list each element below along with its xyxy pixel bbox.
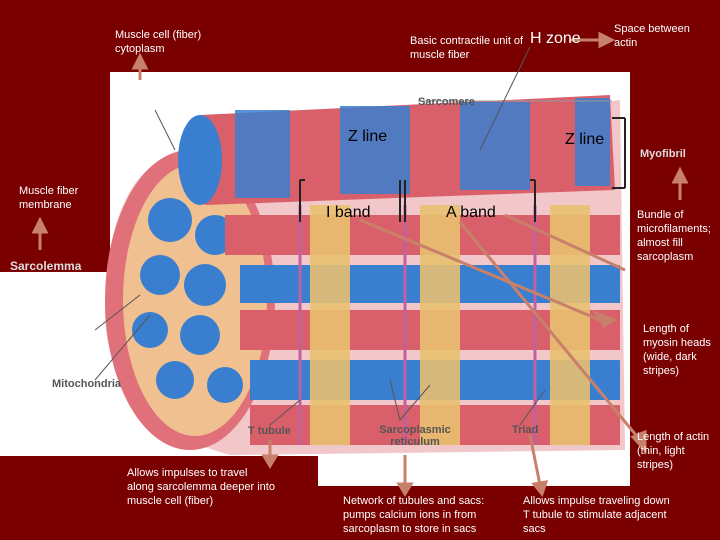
label-basic-contractile-unit: Basic contractile unit of muscle fiber <box>410 35 524 61</box>
label-allows-impulse-traveling: Allows impulse traveling down T tubule to stimulate adjacent sacs <box>523 495 670 535</box>
myofibril-cylinder <box>178 95 615 205</box>
label-h-zone: H zone <box>530 30 581 47</box>
label-z-line-right: Z line <box>565 131 605 148</box>
label-length-of-myosin-heads: Length of myosin heads (wide, dark stripes) <box>643 323 711 377</box>
label-z-line-left: Z line <box>348 128 388 145</box>
label-sarcomere: Sarcomere <box>418 96 475 108</box>
label-a-band: A band <box>446 204 496 221</box>
label-sarcoplasm: Sarcoplasm <box>113 88 187 104</box>
label-i-band: I band <box>326 204 371 221</box>
label-muscle-cell-cytoplasm: Muscle cell (fiber) cytoplasm <box>115 29 202 55</box>
label-mitochondria: Mitochondria <box>52 378 122 390</box>
label-space-between-actin: Space between actin <box>614 23 690 49</box>
label-sarcolemma: Sarcolemma <box>10 259 82 273</box>
label-triad: Triad <box>512 424 539 436</box>
label-bundle-of-microfilaments: Bundle of microfilaments; almost fill sarcoplasm <box>637 209 711 263</box>
label-length-of-actin: Length of actin (thin, light stripes) <box>637 431 710 471</box>
label-sarcoplasmic-reticulum: Sarcoplasmic reticulum <box>379 424 451 448</box>
label-network-of-tubules: Network of tubules and sacs: pumps calcium ions in from sarcoplasm to store in sacs <box>343 495 485 535</box>
label-myofibril: Myofibril <box>640 148 686 160</box>
label-muscle-fiber-membrane: Muscle fiber membrane <box>19 185 79 211</box>
label-t-tubule: T tubule <box>248 425 291 437</box>
label-allows-impulses: Allows impulses to travel along sarcolemma deeper into muscle cell (fiber) <box>127 467 275 507</box>
